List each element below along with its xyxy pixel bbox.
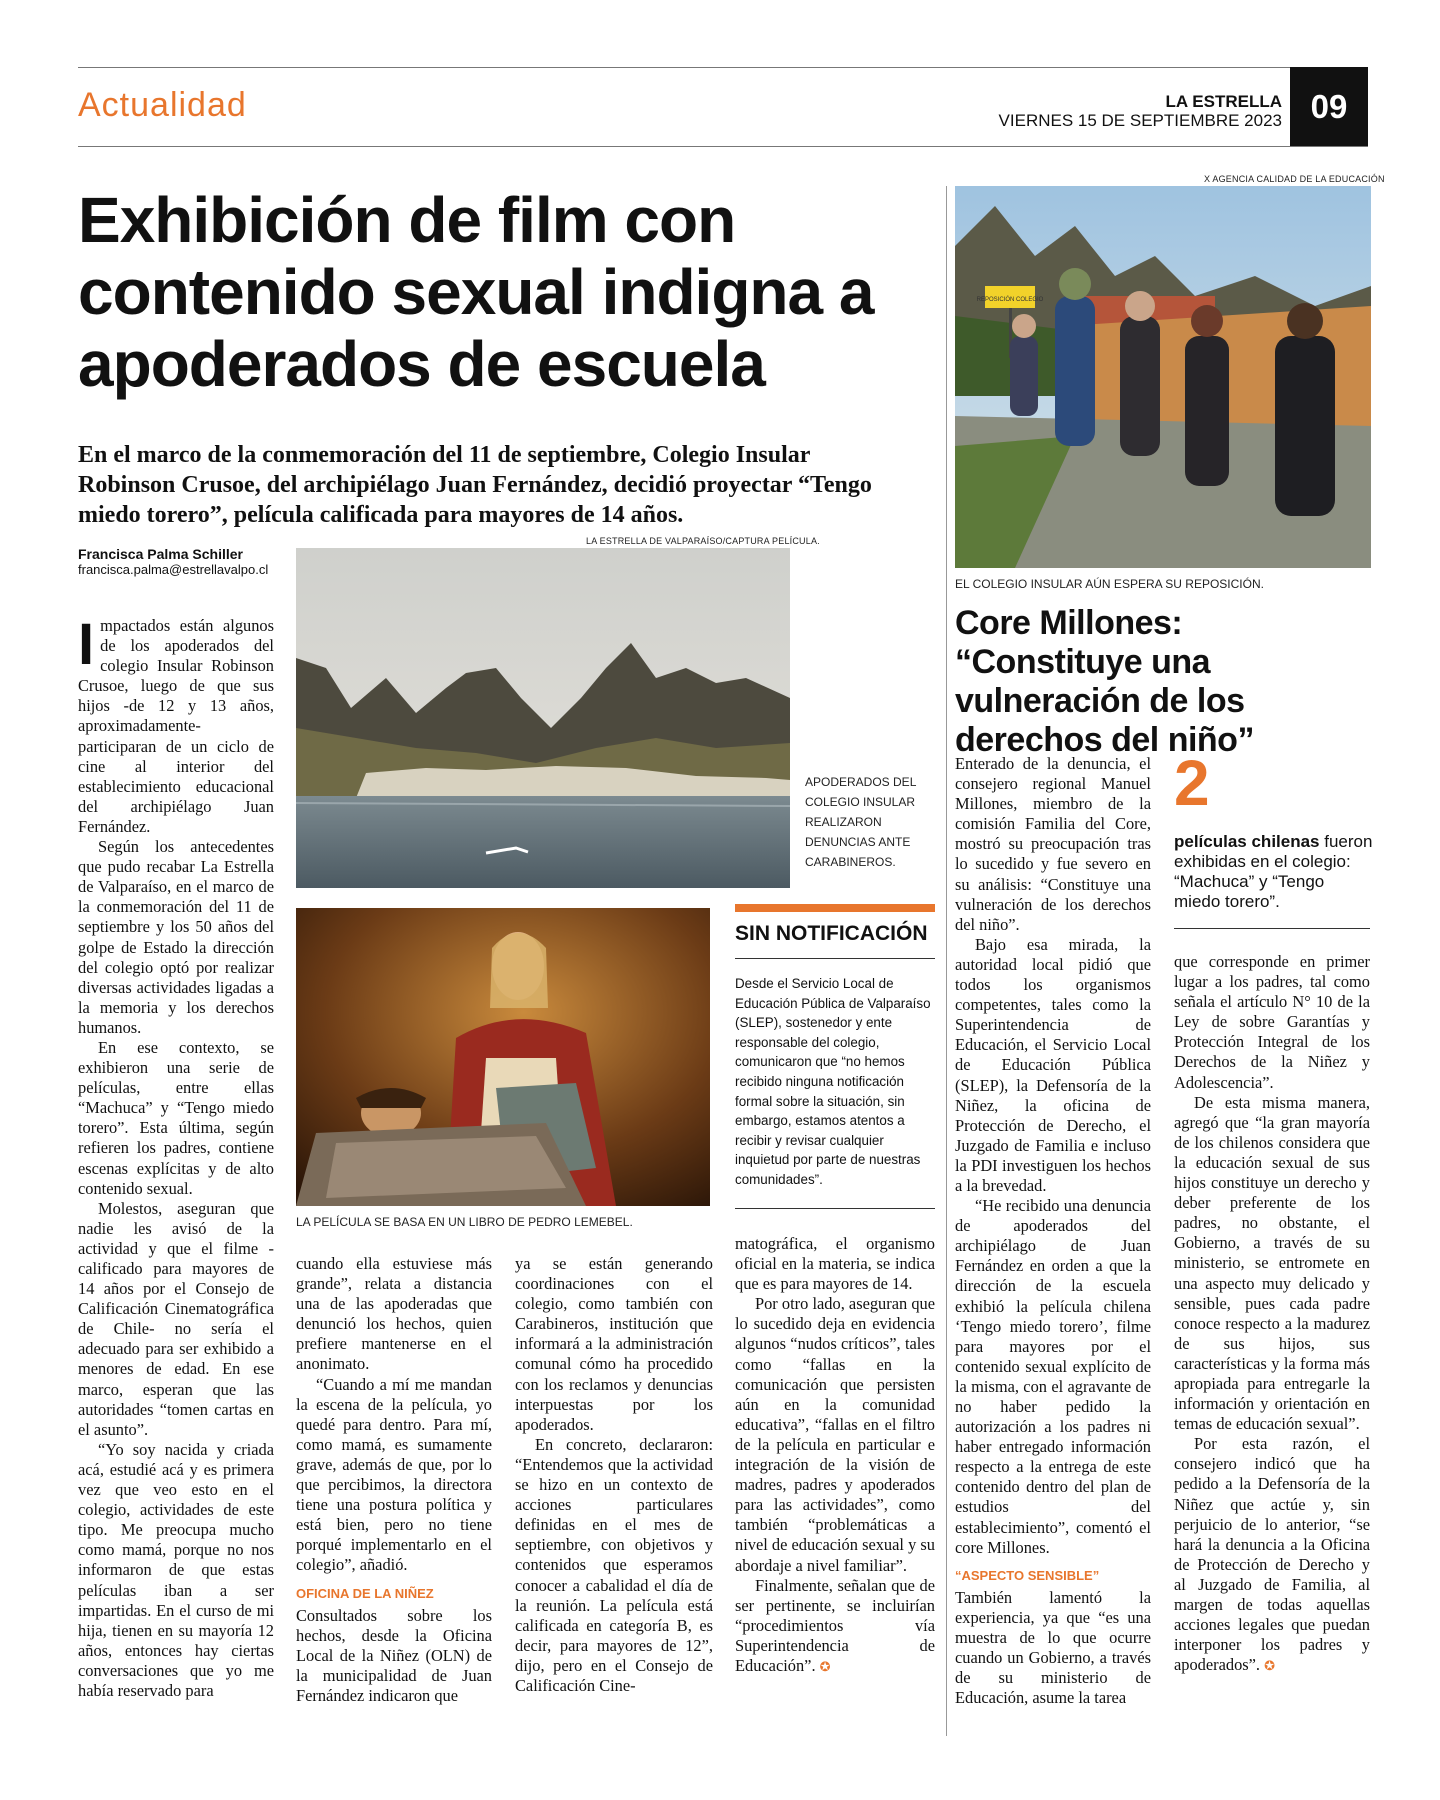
paragraph: “He recibido una denuncia de apoderados del archipiélago de Juan Fernández en orden a que la dirección de la escuela exhibió la película chilena ‘Tengo miedo torero’, filme para mayores por el contenido sexual explícito de la misma, con el agravante de no haber pedido la autorización a los padres ni haber entregado información respecto a la entrega de este contenido dentro del plan de estudios del establecimiento”, comentó el core Millones. [955, 1196, 1151, 1557]
side-column-2 [1174, 952, 1370, 1677]
paragraph: Finalmente, señalan que de ser pertinente, se incluirían “procedimientos vía Superintendencia de Educación”. ✪ [735, 1575, 935, 1675]
side-photo-credit: X AGENCIA CALIDAD DE LA EDUCACIÓN [1204, 174, 1385, 184]
fact-box [1174, 832, 1374, 912]
photo-credit: LA ESTRELLA DE VALPARAÍSO/CAPTURA PELÍCULA. [586, 536, 820, 546]
paragraph: cuando ella estuviese más grande”, relata a distancia una de las apoderadas que denunció los hechos, quien prefiere mantenerse en el anonimato. [296, 1254, 492, 1374]
film-still-image [296, 908, 710, 1206]
article-column-2 [296, 1254, 492, 1706]
page-number: 09 [1290, 67, 1368, 147]
sidebox-rule [735, 958, 935, 959]
paragraph: Consultados sobre los hechos, desde la Oficina Local de la Niñez (OLN) de la municipalidad de Juan Fernández indicaron que [296, 1605, 492, 1705]
subhead-oficina: OFICINA DE LA NIÑEZ [296, 1585, 434, 1601]
island-landscape-image [296, 548, 790, 888]
fact-text: fueron exhibidas en el colegio: “Machuca” y “Tengo miedo torero”. [1174, 832, 1373, 911]
sidebox-accent-bar [735, 904, 935, 912]
article-column-1 [78, 612, 274, 1701]
paragraph: Impactados están algunos de los apoderados del colegio Insular Robinson Crusoe, luego de que sus hijos -de 12 y 13 años, aproximadamente- participaran de un ciclo de cine al interior del establecimiento educacional del archipiélago Juan Fernández. [78, 612, 274, 836]
fact-bold: películas chilenas [1174, 832, 1320, 851]
section-label: Actualidad [78, 86, 247, 124]
sidebox-bottom-rule [735, 1208, 935, 1209]
paragraph: matográfica, el organismo oficial en la materia, se indica que es para mayores de 14. [735, 1234, 935, 1294]
header-top-rule [78, 67, 1368, 68]
paper-name: LA ESTRELLA [1165, 92, 1282, 111]
article-column-3 [515, 1254, 713, 1696]
column-divider [946, 186, 947, 1736]
paragraph: Enterado de la denuncia, el consejero regional Manuel Millones, miembro de la comisión Familia del Core, mostró su preocupación tras lo sucedido y fue severo en su análisis: “Constituye una vulneración de los derechos del niño”. [955, 754, 1151, 934]
school-photo [955, 186, 1371, 568]
side-headline: Core Millones: “Constituye una vulneración de los derechos del niño” [955, 604, 1254, 759]
author-name: Francisca Palma Schiller [78, 546, 243, 562]
masthead [999, 92, 1282, 130]
end-mark-icon: ✪ [819, 1659, 831, 1675]
headline: Exhibición de film con contenido sexual indigna a apoderados de escuela [78, 184, 874, 400]
issue-date: VIERNES 15 DE SEPTIEMBRE 2023 [998, 111, 1282, 130]
side-photo-caption: EL COLEGIO INSULAR AÚN ESPERA SU REPOSICIÓN. [955, 577, 1264, 591]
paragraph: “Yo soy nacida y criada acá, estudié acá y es primera vez que veo esto en el colegio, actividades de este tipo. Me preocupa mucho como mamá, porque no nos informaron de que estas películas iban a ser impartidas. En el curso de mi hija, tienen en su mayoría 12 años, entonces hay ciertas conversaciones que yo me había reservado para [78, 1439, 274, 1700]
byline [78, 546, 268, 578]
paragraph: Según los antecedentes que pudo recabar La Estrella de Valparaíso, en el marco de la conmemoración del 11 de septiembre y los 50 años del golpe de Estado la dirección del colegio optó por realizar diversas actividades ligadas a la memoria y los derechos humanos. [78, 837, 274, 1037]
paragraph: En concreto, declararon: “Entendemos que la actividad se hizo en un contexto de acciones particulares definidas en el mes de septiembre, con objetivos y contenidos que esperamos conocer a cabalidad el día de la reunión. La película está calificada en categoría B, es decir, para mayores de 12”, dijo, pero en el Consejo de Calificación Cine- [515, 1434, 713, 1695]
film-still-photo [296, 908, 710, 1206]
school-image [955, 186, 1371, 568]
paragraph: De esta misma manera, agregó que “la gran mayoría de los chilenos considera que la educación sexual de sus hijos constituye un derecho y deber preferente de los padres, no obstante, el Gobierno, a través de su ministerio, se entromete en una aspecto muy delicado y sensible, pues cada padre conoce respecto a la madurez de sus hijos, sus características y la forma más apropiada para entregarle la información y orientación en temas de educación sexual”. [1174, 1092, 1370, 1434]
drop-cap: I [78, 612, 95, 677]
end-mark-icon: ✪ [1264, 1659, 1276, 1675]
fact-rule [1174, 928, 1370, 929]
paragraph: Por otro lado, aseguran que lo sucedido deja en evidencia algunos “nudos críticos”, tales como “fallas en la comunicación que persisten aún en la comunidad educativa”, “fallas en el filtro de la película en particular e integración de la visión de madres, padres y apoderados para las actividades”, como también “problemáticas a nivel de educación sexual y su abordaje a nivel familiar”. [735, 1294, 935, 1575]
photo-caption: APODERADOS DEL COLEGIO INSULAR REALIZARON DENUNCIAS ANTE CARABINEROS. [805, 775, 916, 869]
island-photo [296, 548, 790, 888]
fact-number: 2 [1174, 747, 1210, 819]
photo-caption-film: LA PELÍCULA SE BASA EN UN LIBRO DE PEDRO LEMEBEL. [296, 1215, 633, 1229]
deck: En el marco de la conmemoración del 11 de septiembre, Colegio Insular Robinson Crusoe, del archipiélago Juan Fernández, decidió proyectar “Tengo miedo torero”, película calificada para mayores de 14 años. [78, 442, 872, 528]
sidebox-text: Desde el Servicio Local de Educación Pública de Valparaíso (SLEP), sostenedor y ente responsable del colegio, comunicaron que “no hemos recibido ninguna notificación formal sobre la situación, sin embargo, estamos atentos a recibir y revisar cualquier inquietud por parte de nuestras comunidades”. [735, 976, 931, 1187]
paragraph: Por esta razón, el consejero indicó que ha pedido a la Defensoría de la Niñez que actúe y, sin perjuicio de lo anterior, “se hará la denuncia a la Oficina de Protección de Derecho y al Juzgado de Familia, al margen de todas aquellas acciones legales que puedan interponer los padres y apoderados”. ✪ [1174, 1434, 1370, 1675]
author-email: francisca.palma@estrellavalpo.cl [78, 562, 269, 577]
side-column-1 [955, 754, 1151, 1708]
paragraph: “Cuando a mí me mandan la escena de la película, yo quedé para dentro. Para mí, como mamá, es sumamente grave, además de que, por lo que percibimos, la directora tiene una postura política y está bien, pero no tiene porqué implementarlo en el colegio”, añadió. [296, 1374, 492, 1575]
paragraph: Molestos, aseguran que nadie les avisó de la actividad y que el filme -calificado para mayores de 14 años por el Consejo de Calificación Cinematográfica de Chile- no sería el adecuado para ser exhibido a menores de edad. En ese marco, esperan que las autoridades “tomen cartas en el asunto”. [78, 1198, 274, 1439]
subhead-aspecto: “ASPECTO SENSIBLE” [955, 1567, 1100, 1583]
paragraph: También lamentó la experiencia, ya que “es una muestra de lo que ocurre cuando un Gobierno, a través de su ministerio de Educación, asume la tarea [955, 1587, 1151, 1708]
paragraph: Bajo esa mirada, la autoridad local pidió que todos los organismos competentes, tales como la Superintendencia de Educación, el Servicio Local de Educación Pública (SLEP), la Defensoría de la Niñez, la oficina de Protección de Derecho, el Juzgado de Familia e incluso la PDI investiguen los hechos a la brevedad. [955, 934, 1151, 1195]
paragraph: ya se están generando coordinaciones con el colegio, como también con Carabineros, institución que informará a la administración comunal cómo ha procedido con los reclamos y denuncias interpuestas por los apoderados. [515, 1254, 713, 1434]
paragraph: En ese contexto, se exhibieron una serie de películas, entre ellas “Machuca” y “Tengo miedo torero”. Esta última, según refieren los padres, contiene escenas explícitas y de alto contenido sexual. [78, 1037, 274, 1198]
header-bottom-rule [78, 146, 1368, 147]
article-column-4 [735, 1234, 935, 1678]
sidebox-title: SIN NOTIFICACIÓN [735, 922, 928, 945]
sign-text: REPOSICIÓN COLEGIO [976, 297, 1044, 303]
paragraph: que corresponde en primer lugar a los padres, tal como señala el artículo N° 10 de la Ley de sobre Garantías y Protección Integral de los Derechos de la Niñez y Adolescencia”. [1174, 952, 1370, 1092]
